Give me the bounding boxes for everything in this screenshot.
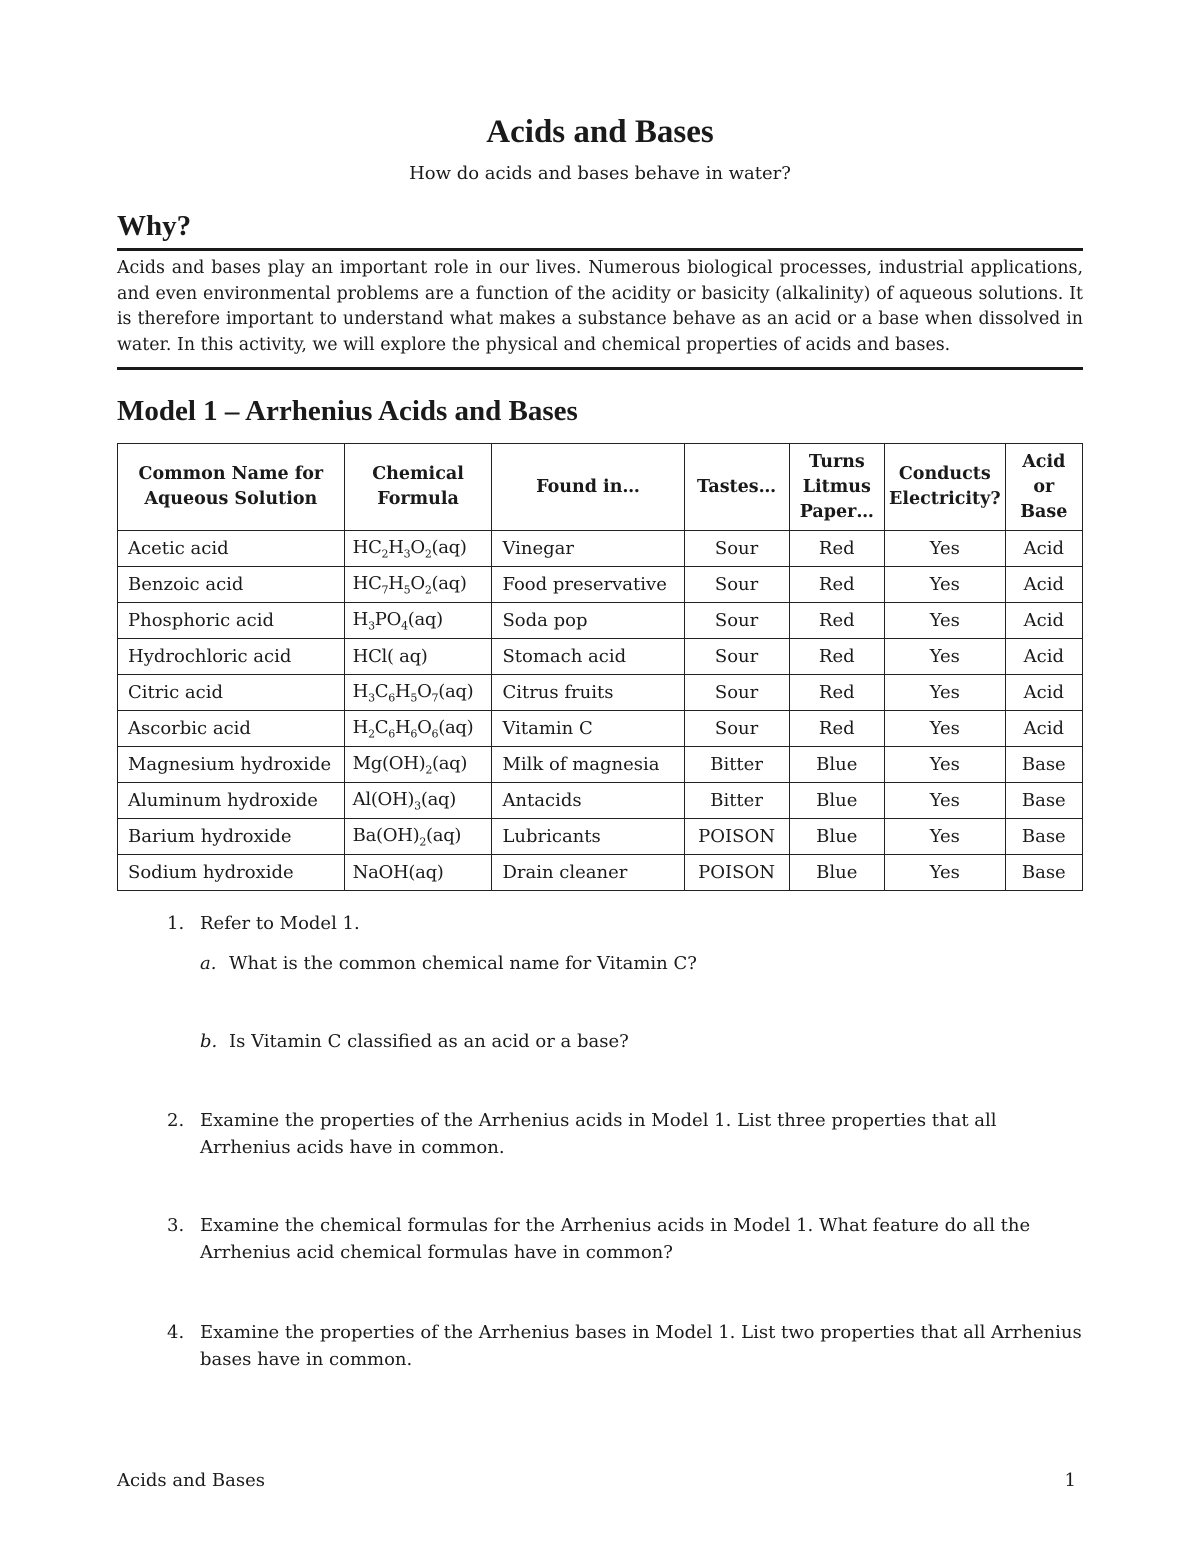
cell-taste: POISON [684, 819, 789, 855]
column-header: Common Name for Aqueous Solution [118, 444, 345, 531]
question-letter: b. [200, 1031, 218, 1052]
cell-litmus: Red [789, 567, 884, 603]
cell-found: Vitamin C [492, 711, 684, 747]
cell-type: Acid [1005, 639, 1082, 675]
table-row [118, 675, 1083, 711]
table-row [118, 819, 1083, 855]
page-number: 1 [1064, 1470, 1076, 1491]
cell-litmus: Blue [789, 783, 884, 819]
cell-formula: $Mg(OH)_2(aq)$ [344, 747, 492, 783]
table-header-row [118, 444, 1083, 531]
column-header: Acid or Base [1005, 444, 1082, 531]
cell-taste: Bitter [684, 747, 789, 783]
model-table [117, 443, 1083, 891]
cell-conducts: Yes [885, 819, 1006, 855]
cell-taste: Sour [684, 675, 789, 711]
cell-conducts: Yes [885, 675, 1006, 711]
cell-found: Antacids [492, 783, 684, 819]
question-text: Refer to Model 1. [200, 913, 360, 934]
cell-found: Drain cleaner [492, 855, 684, 891]
column-header: Tastes… [684, 444, 789, 531]
table-row [118, 711, 1083, 747]
cell-found: Lubricants [492, 819, 684, 855]
cell-litmus: Blue [789, 855, 884, 891]
question-number: 4. [167, 1322, 185, 1343]
cell-found: Citrus fruits [492, 675, 684, 711]
cell-name: Benzoic acid [118, 567, 345, 603]
cell-name: Magnesium hydroxide [118, 747, 345, 783]
cell-conducts: Yes [885, 855, 1006, 891]
question-text: What is the common chemical name for Vitamin C? [229, 953, 697, 974]
column-header: Turns Litmus Paper… [789, 444, 884, 531]
question-number: 2. [167, 1110, 185, 1131]
question-text: Examine the properties of the Arrhenius acids in Model 1. List three properties that all Arrhenius acids have in common. [200, 1110, 997, 1158]
footer-title: Acids and Bases [117, 1470, 265, 1491]
cell-found: Food preservative [492, 567, 684, 603]
cell-formula: NaOH(aq) [344, 855, 492, 891]
cell-conducts: Yes [885, 711, 1006, 747]
cell-taste: Sour [684, 531, 789, 567]
question-letter: a. [200, 953, 217, 974]
cell-litmus: Red [789, 531, 884, 567]
cell-conducts: Yes [885, 747, 1006, 783]
cell-conducts: Yes [885, 639, 1006, 675]
cell-found: Vinegar [492, 531, 684, 567]
question-text: Is Vitamin C classified as an acid or a base? [229, 1031, 629, 1052]
cell-formula: $H_2C_6H_6O_6(aq)$ [344, 711, 492, 747]
cell-taste: Sour [684, 567, 789, 603]
cell-name: Sodium hydroxide [118, 855, 345, 891]
question-number: 1. [167, 913, 185, 934]
section-divider [117, 367, 1083, 370]
question-text: Examine the chemical formulas for the Arrhenius acids in Model 1. What feature do all the Arrhenius acid chemical formulas have in common? [200, 1215, 1031, 1263]
cell-litmus: Red [789, 675, 884, 711]
cell-formula: $HC_7H_5O_2(aq)$ [344, 567, 492, 603]
why-paragraph: Acids and bases play an important role in our lives. Numerous biological processes, industrial applications, and even environmental problems are a function of the acidity or basicity (alkalinity) of aqueous solutions. It is therefore important to understand what makes a substance behave as an acid or a base when dissolved in water. In this activity, we will explore the physical and chemical properties of acids and bases. [117, 258, 1083, 355]
cell-formula: $H_3PO_4(aq)$ [344, 603, 492, 639]
model-heading: Model 1 – Arrhenius Acids and Bases [117, 395, 578, 427]
cell-litmus: Red [789, 711, 884, 747]
cell-formula: HCl( aq) [344, 639, 492, 675]
cell-conducts: Yes [885, 603, 1006, 639]
cell-litmus: Red [789, 603, 884, 639]
cell-taste: Sour [684, 639, 789, 675]
cell-name: Aluminum hydroxide [118, 783, 345, 819]
cell-taste: Sour [684, 603, 789, 639]
table-row [118, 567, 1083, 603]
cell-type: Acid [1005, 711, 1082, 747]
cell-name: Hydrochloric acid [118, 639, 345, 675]
column-header: Conducts Electricity? [885, 444, 1006, 531]
cell-type: Base [1005, 819, 1082, 855]
cell-found: Stomach acid [492, 639, 684, 675]
table-row [118, 639, 1083, 675]
column-header: Found in… [492, 444, 684, 531]
page-title: Acids and Bases [486, 114, 714, 150]
cell-taste: Bitter [684, 783, 789, 819]
section-divider [117, 248, 1083, 251]
cell-type: Base [1005, 855, 1082, 891]
cell-name: Citric acid [118, 675, 345, 711]
cell-formula: $Al(OH)_3(aq)$ [344, 783, 492, 819]
cell-name: Phosphoric acid [118, 603, 345, 639]
cell-litmus: Blue [789, 819, 884, 855]
cell-type: Acid [1005, 603, 1082, 639]
cell-type: Acid [1005, 531, 1082, 567]
cell-conducts: Yes [885, 783, 1006, 819]
cell-formula: $HC_2H_3O_2(aq)$ [344, 531, 492, 567]
question-text: Examine the properties of the Arrhenius bases in Model 1. List two properties that all Arrhenius bases have in common. [200, 1322, 1082, 1370]
cell-found: Soda pop [492, 603, 684, 639]
cell-type: Base [1005, 783, 1082, 819]
table-row [118, 603, 1083, 639]
question-number: 3. [167, 1215, 185, 1236]
cell-name: Acetic acid [118, 531, 345, 567]
column-header: Chemical Formula [344, 444, 492, 531]
cell-conducts: Yes [885, 531, 1006, 567]
cell-litmus: Red [789, 639, 884, 675]
table-row [118, 783, 1083, 819]
cell-litmus: Blue [789, 747, 884, 783]
cell-name: Ascorbic acid [118, 711, 345, 747]
table-row [118, 855, 1083, 891]
page-subtitle: How do acids and bases behave in water? [409, 163, 791, 184]
cell-type: Acid [1005, 567, 1082, 603]
cell-formula: $Ba(OH)_2(aq)$ [344, 819, 492, 855]
cell-type: Base [1005, 747, 1082, 783]
cell-name: Barium hydroxide [118, 819, 345, 855]
cell-found: Milk of magnesia [492, 747, 684, 783]
table-row [118, 747, 1083, 783]
cell-conducts: Yes [885, 567, 1006, 603]
cell-type: Acid [1005, 675, 1082, 711]
cell-taste: POISON [684, 855, 789, 891]
table-row [118, 531, 1083, 567]
cell-taste: Sour [684, 711, 789, 747]
cell-formula: $H_3C_6H_5O_7(aq)$ [344, 675, 492, 711]
why-heading: Why? [117, 210, 192, 242]
